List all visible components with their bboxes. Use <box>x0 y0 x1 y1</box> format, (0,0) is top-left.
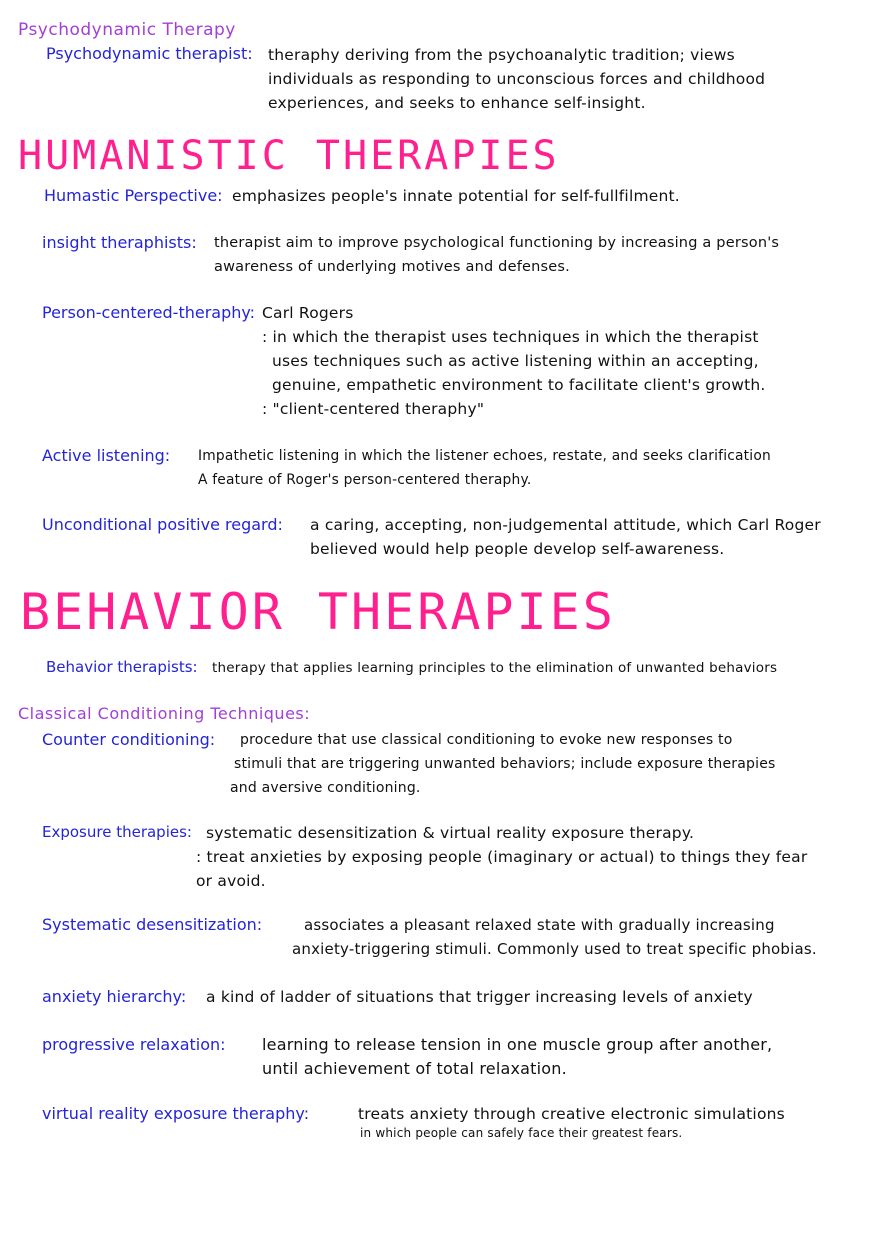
definition-line: treats anxiety through creative electronic simulations <box>358 1105 785 1123</box>
term-humanistic-perspective: Humastic Perspective: <box>44 186 223 205</box>
definition-unconditional-positive-regard <box>310 513 821 561</box>
section-heading-behavior: BEHAVIOR THERAPIES <box>20 583 616 641</box>
definition-line: experiences, and seeks to enhance self-insight. <box>268 94 646 112</box>
definition-line: a caring, accepting, non-judgemental attitude, which Carl Roger <box>310 516 821 534</box>
definition-line: : in which the therapist uses techniques in which the therapist <box>262 328 759 346</box>
definition-line: believed would help people develop self-awareness. <box>310 540 725 558</box>
term-person-centered-therapy: Person-centered-theraphy: <box>42 303 256 322</box>
definition-humanistic-perspective <box>232 184 680 208</box>
definition-line: A feature of Roger's person-centered theraphy. <box>198 472 532 488</box>
definition-line: Carl Rogers <box>262 304 354 322</box>
definition-counter-conditioning <box>230 728 776 800</box>
definition-anxiety-hierarchy <box>206 985 753 1009</box>
definition-line: associates a pleasant relaxed state with gradually increasing <box>304 916 775 934</box>
definition-psychodynamic-therapist <box>268 43 765 115</box>
definition-line: awareness of underlying motives and defenses. <box>214 259 570 275</box>
definition-virtual-reality-exposure-therapy <box>358 1102 785 1140</box>
term-insight-therapists: insight theraphists: <box>42 233 197 252</box>
definition-line: therapy that applies learning principles to the elimination of unwanted behaviors <box>212 660 778 676</box>
definition-line: individuals as responding to unconscious forces and childhood <box>268 70 766 88</box>
definition-line: : treat anxieties by exposing people (imaginary or actual) to things they fear <box>196 848 808 866</box>
term-virtual-reality-exposure-therapy: virtual reality exposure theraphy: <box>42 1104 310 1123</box>
term-psychodynamic-therapist: Psychodynamic therapist: <box>46 44 253 63</box>
definition-line: in which people can safely face their greatest fears. <box>360 1126 683 1140</box>
definition-line: genuine, empathetic environment to facilitate client's growth. <box>272 376 766 394</box>
definition-exposure-therapies <box>196 821 807 893</box>
term-progressive-relaxation: progressive relaxation: <box>42 1035 226 1054</box>
definition-active-listening <box>198 444 771 492</box>
definition-line: until achievement of total relaxation. <box>262 1059 567 1078</box>
definition-systematic-desensitization <box>292 913 817 961</box>
term-counter-conditioning: Counter conditioning: <box>42 730 216 749</box>
definition-line: theraphy deriving from the psychoanalytic tradition; views <box>268 46 735 64</box>
term-unconditional-positive-regard: Unconditional positive regard: <box>42 515 283 534</box>
definition-line: uses techniques such as active listening within an accepting, <box>272 352 759 370</box>
definition-line: therapist aim to improve psychological functioning by increasing a person's <box>214 235 780 251</box>
definition-line: anxiety-triggering stimuli. Commonly used to treat specific phobias. <box>292 940 817 958</box>
term-anxiety-hierarchy: anxiety hierarchy: <box>42 987 187 1006</box>
definition-line: learning to release tension in one muscle group after another, <box>262 1035 773 1054</box>
definition-person-centered-therapy <box>262 301 766 421</box>
term-behavior-therapists: Behavior therapists: <box>46 658 198 676</box>
subheading-classical-conditioning: Classical Conditioning Techniques: <box>18 704 311 723</box>
section-heading-psychodynamic: Psychodynamic Therapy <box>18 20 236 40</box>
definition-behavior-therapists <box>212 656 777 680</box>
definition-line: emphasizes people's innate potential for self-fullfilment. <box>232 187 680 205</box>
term-systematic-desensitization: Systematic desensitization: <box>42 915 263 934</box>
section-heading-humanistic: HUMANISTIC THERAPIES <box>18 133 560 179</box>
term-exposure-therapies: Exposure therapies: <box>42 823 192 841</box>
definition-progressive-relaxation <box>262 1033 772 1081</box>
definition-line: or avoid. <box>196 872 266 890</box>
definition-insight-therapists <box>214 231 779 279</box>
definition-line: stimuli that are triggering unwanted behaviors; include exposure therapies <box>234 756 776 772</box>
definition-line: : "client-centered theraphy" <box>262 400 485 418</box>
definition-line: Impathetic listening in which the listener echoes, restate, and seeks clarification <box>198 448 771 464</box>
definition-line: a kind of ladder of situations that trigger increasing levels of anxiety <box>206 988 753 1006</box>
definition-line: and aversive conditioning. <box>230 780 421 796</box>
term-active-listening: Active listening: <box>42 446 171 465</box>
definition-line: systematic desensitization & virtual reality exposure therapy. <box>206 824 695 842</box>
definition-line: procedure that use classical conditioning to evoke new responses to <box>240 732 733 748</box>
